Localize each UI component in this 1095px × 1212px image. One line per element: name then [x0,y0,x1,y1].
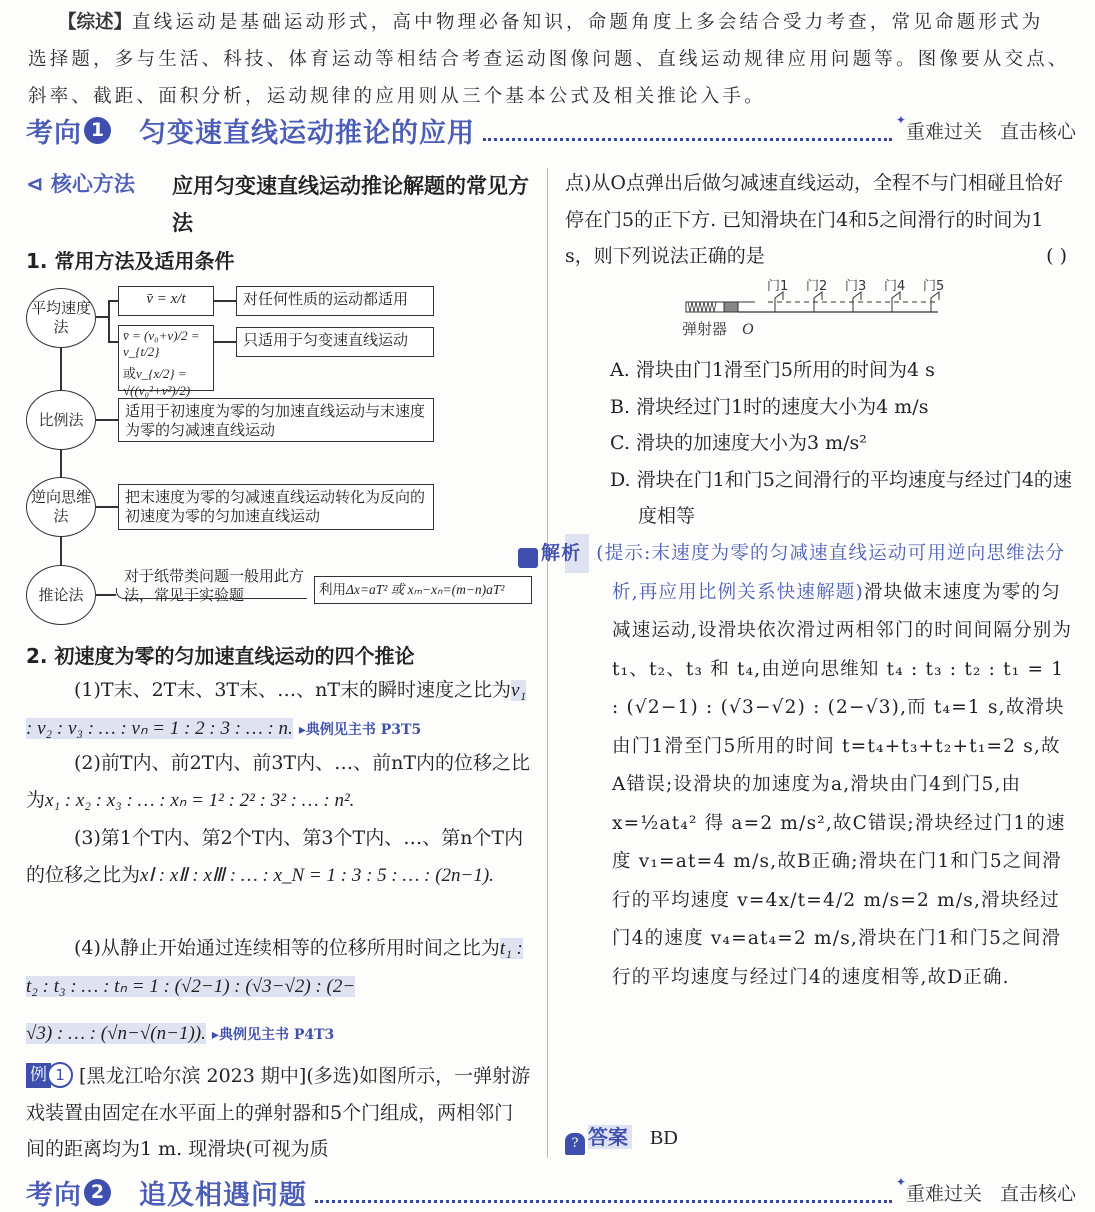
connector [96,419,118,421]
method-label: 逆向思维法 [30,488,91,525]
core-method-title: 应用匀变速直线运动推论解题的常见方法 [172,174,529,235]
section-prefix: 考向 [26,117,82,149]
example-source: [黑龙江哈尔滨 2023 期中] [79,1065,307,1087]
formula-or: 或 [123,367,137,382]
section-tagline [906,1179,1076,1206]
core-method-label [26,172,135,196]
gate-label: 门1 [767,279,789,294]
reference-link[interactable]: ▸典例见主书 P3T5 [298,721,422,738]
inference-2-text: (2)前T内、前2T内、前3T内、…、前nT内的位移之比为 [26,752,531,811]
tagline-part-2: 直击核心 [999,1182,1076,1205]
inference-note: 对于纸带类问题一般用此方法，常见于实验题 [124,567,305,604]
inference-4-formula-a: t₁ : t₂ : t₃ : … : tₙ = 1 : (√2−1) : (√3−√2) : (2− [26,938,523,997]
origin-label: O [742,321,754,338]
answer-block [565,1121,678,1155]
tagline-part-2: 直击核心 [999,120,1076,143]
formula-prefix: 利用 [319,582,346,598]
answer-bracket: ( ) [1046,245,1067,267]
option-key: C. [610,432,630,454]
gate-2 [806,279,827,312]
inference-4 [26,930,532,1005]
section-title: 追及相遇问题 [139,1179,307,1211]
analysis-badge [498,534,589,573]
example-number: 1 [47,1062,73,1088]
option-d[interactable] [610,462,1080,535]
tagline-part-1: 重难过关 [905,1182,982,1205]
method-circle-reverse [26,477,96,537]
inference-3-formula: xⅠ : xⅡ : xⅢ : … : x_N = 1 : 3 : 5 : … : (2n−1). [140,864,494,886]
methods-diagram [26,280,536,620]
gate-1 [767,279,788,312]
method-circle-inference [26,565,96,625]
inference-3-text: (3)第1个T内、第2个T内、第3个T内、…、第n个T内的位移之比为 [26,827,524,886]
formula-box-inference [314,576,532,604]
option-text: 滑块经过门1时的速度大小为4 m/s [636,395,929,418]
example-stem-right-text: 点)从O点弹出后做匀减速直线运动，全程不与门相碰且恰好停在门5的正下方. 已知滑块在门4和5之间滑行的时间为1 s，则下列说法正确的是 [565,172,1063,267]
analysis-label: 解析 [541,542,582,564]
analysis-text: 滑块做末速度为零的匀减速运动,设滑块依次滑过两相邻门的时间间隔分别为 t₁、t₂、t₃ 和 t₄,由逆向思维知 t₄ : t₃ : t₂ : t₁ = 1 : (√2−1) : (√3−√2) : (2−√3),而 t₄=1 s,故滑块由门1滑至门5所用的时间 t=t₄+t₃+t₂+t₁=2 s,故A错误;设滑块的加速度为a,滑块由门4到门5,由 x=½at₄² 得 a=2 m/s²,故C错误;滑块经过门1的速度 v₁=at=4 m/s,故B正确;滑块在门1和门5之间滑行的平均速度 v=4x/t=4/2 m/s=2 m/s,滑块经过门4的速度 v₄=at₄=2 m/s,滑块在门1和门5之间滑行的平均速度与经过门4的速度相等,故D正确. [612,581,1073,988]
option-key: B. [610,395,631,418]
section-number-badge: 1 [84,117,111,144]
inference-4-text: (4)从静止开始通过连续相等的位移所用时间之比为 [74,937,500,959]
section-title: 匀变速直线运动推论的应用 [139,117,475,149]
dotted-leader [315,1182,892,1203]
option-key: D. [610,468,631,491]
connector [108,341,118,343]
example-stem-left [26,1058,532,1168]
inference-1-text: (1)T末、2T末、3T末、…、nT末的瞬时速度之比为 [74,679,512,701]
example-badge: 例 [26,1063,51,1088]
gate-label: 门4 [884,279,906,294]
heading-methods: 1. 常用方法及适用条件 [26,249,235,273]
section-1-header [26,110,1076,150]
formula-box-uniform [118,325,214,398]
inference-4-cont [26,1015,532,1054]
section-prefix: 考向 [26,1179,82,1211]
heading-four-inferences: 2. 初速度为零的匀加速直线运动的四个推论 [26,644,415,668]
note-box-uniform-only: 只适用于匀变速直线运动 [236,327,434,357]
formula-mid-position: v_{x/2} = √((v₀²+v²)/2) [123,366,191,398]
note-box-ratio: 适用于初速度为零的匀加速直线运动与末速度为零的匀减速直线运动 [118,398,434,442]
answer-icon: ? [565,1133,585,1155]
launcher-label: 弹射器 [682,320,728,338]
sparkle-icon: ✦ [895,1175,906,1189]
launcher-spring [686,302,738,312]
option-text: 滑块的加速度大小为3 m/s² [635,432,867,454]
summary-line-3: 斜率、截距、面积分析，运动规律的应用则从三个基本公式及相关推论入手。 [28,86,766,107]
option-text: 滑块由门1滑至门5所用的时间为4 s [635,359,935,381]
inference-2 [26,745,532,819]
tagline-part-1: 重难过关 [905,120,982,143]
method-circle-average [26,288,96,348]
summary-line-1: 直线运动是基础运动形式，高中物理必备知识，命题角度上多会结合受力考查，常见命题形式为 [132,12,1044,33]
core-method-heading [26,168,536,235]
option-b[interactable] [610,389,1080,426]
analysis-hint: (提示:末速度为零的匀减速直线运动可用逆向思维法分析,再应用比例关系快速解题) [596,543,1066,603]
connector [108,300,118,302]
connector [214,300,236,302]
option-key: A. [610,359,630,381]
option-text: 滑块在门1和门5之间滑行的平均速度与经过门4的速度相等 [636,468,1072,527]
formula-box-average: v̄ = x/t [118,286,214,316]
gates-group [767,279,944,312]
inference-2-formula: x₁ : x₂ : x₃ : … : xₙ = 1² : 2² : 3² : … : n². [45,789,355,811]
connector [96,506,118,508]
gate-5 [923,279,944,312]
dotted-leader [483,120,892,141]
method-label: 比例法 [38,410,84,429]
method-circle-ratio [26,390,96,450]
summary-block [28,4,1073,115]
gate-4 [884,279,905,312]
analysis-block [498,534,1075,997]
inference-4-formula-b: √3) : … : (√n−√(n−1)). [26,1023,206,1044]
connector [96,316,108,318]
connector [214,341,236,343]
inference-3 [26,820,532,894]
column-divider [547,168,548,1158]
method-label: 推论法 [38,585,84,604]
method-label: 平均速度法 [30,299,91,336]
note-box-reverse: 把末速度为零的匀减速直线运动转化为反向的初速度为零的匀加速直线运动 [118,484,434,530]
section-tagline [906,117,1076,144]
formula-mid-time: v̄ = (v₀+v)/2 = v_{t/2} [123,328,200,359]
sparkle-icon: ✦ [895,113,906,127]
connector [108,300,110,342]
gate-label: 门2 [806,279,828,294]
gate-3 [845,279,866,312]
section-number-badge: 2 [84,1179,111,1206]
example-stem-right [565,165,1075,275]
example-type: (多选) [306,1065,360,1087]
summary-line-2: 选择题，多与生活、科技、体育运动等相结合考查运动图像问题、直线运动规律应用问题等。图像要从交点、 [28,49,1070,70]
formula-delta-x: Δx=aT² 或 xₘ−xₙ=(m−n)aT² [346,582,505,597]
core-method-label-text: 核心方法 [50,172,135,196]
inference-1 [26,672,532,748]
pointer-icon: ⊲ [26,172,44,196]
inference-1-formula: v₁ : v₂ : v₃ : … : vₙ = 1 : 2 : 3 : … : n. [26,680,527,739]
example-stem-text: 如图所示，一弹射游戏装置由固定在水平面上的弹射器和5个门组成，两相邻门间的距离均为1 m. 现滑块(可视为质 [26,1065,531,1160]
gate-label: 门5 [923,279,945,294]
answer-value: BD [650,1127,678,1149]
options-list [610,352,1080,535]
reference-link[interactable]: ▸典例见主书 P4T3 [211,1027,335,1043]
section-2-header [26,1172,1076,1212]
connector [96,594,116,596]
gate-label: 门3 [845,279,867,294]
analysis-icon: ✎ [518,548,538,568]
answer-label: 答案 [588,1125,632,1149]
launcher-figure [680,278,970,342]
option-c[interactable] [610,425,1080,462]
summary-tag: 【综述】 [58,12,133,33]
option-a[interactable] [610,352,1080,389]
note-box-any-motion: 对任何性质的运动都适用 [236,286,434,316]
